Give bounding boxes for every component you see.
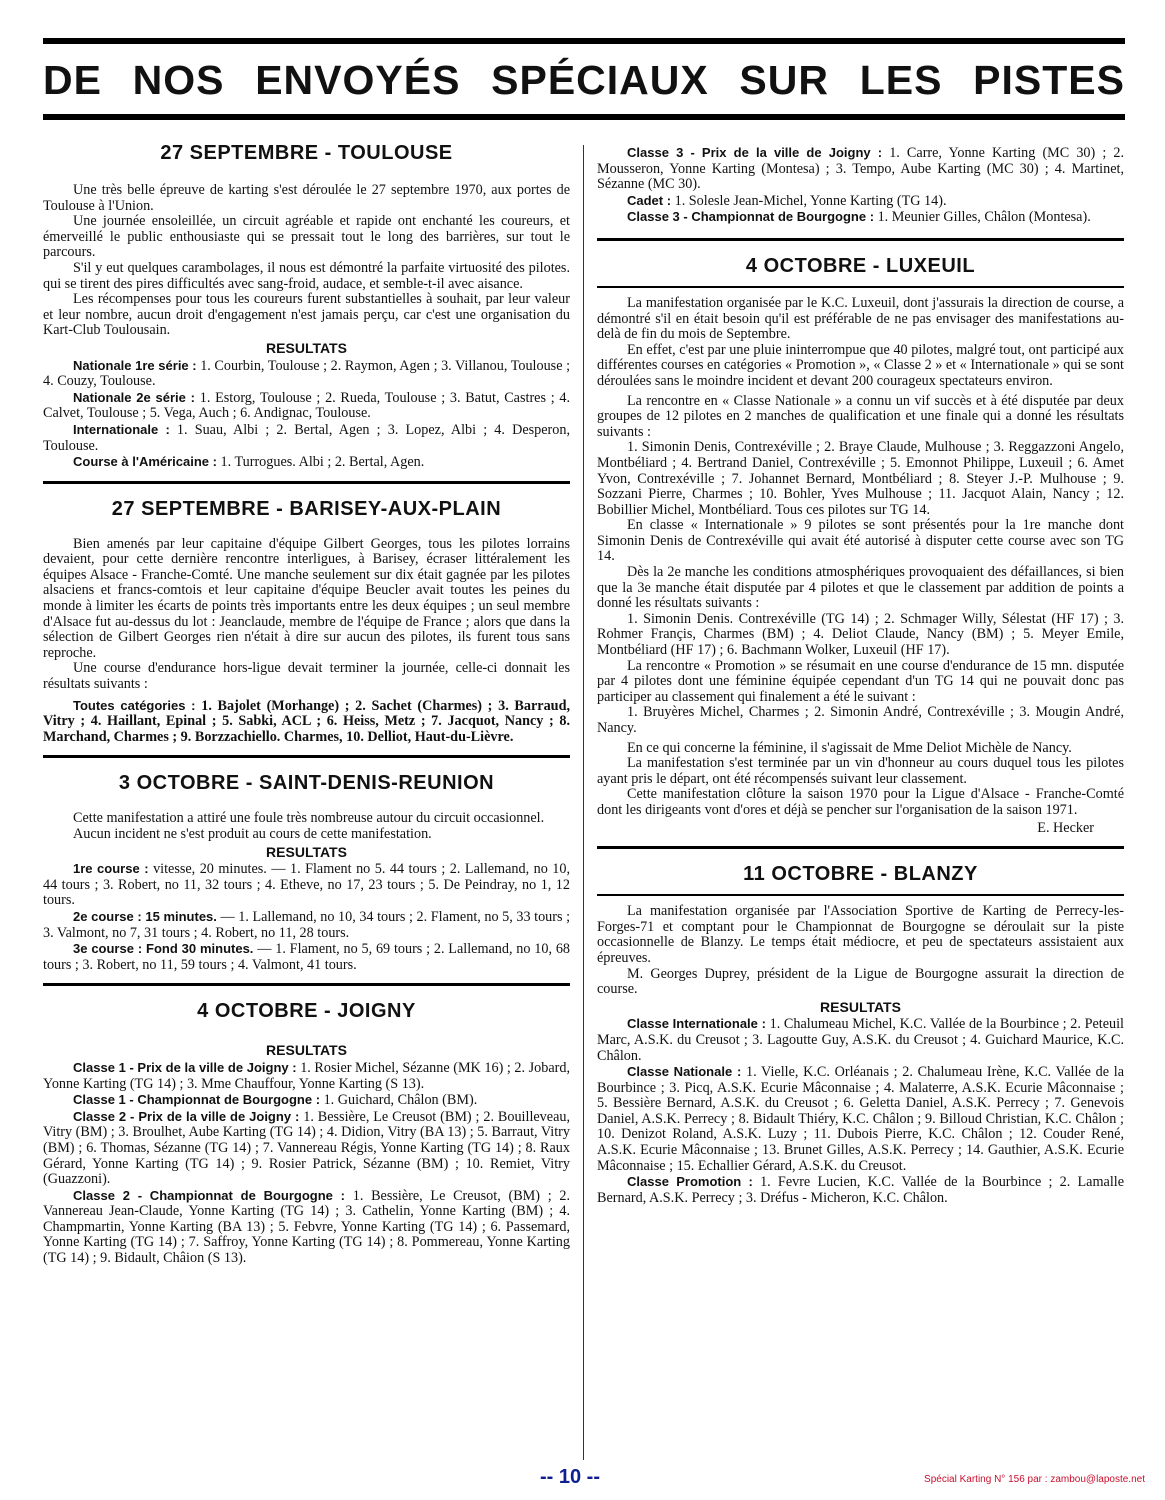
title-underline [597,286,1124,288]
paragraph: Une course d'endurance hors-ligue devait terminer la journée, celle-ci donnait les résultats suivants : [43,660,570,693]
result-text: 1. Chalumeau Michel, K.C. Vallée de la Bourbince ; 2. Peteuil Marc, A.S.K. du Creusot ; 3. Lagoutte Guy, A.S.K. du Creusot ; 4. Guichard Maurice, K.C. Châlon. [597,1016,1124,1064]
paragraph: La manifestation organisée par le K.C. Luxeuil, dont j'assurais la direction de course, a démontré s'il en était besoin qu'il est préférable de ne pas envisager des manifestations au-delà de fin du mois de Septembre. [597,294,1124,343]
result-entry [597,1174,1124,1206]
paragraph: 1. Simonin Denis. Contrexéville (TG 14) ; 2. Schmager Willy, Sélestat (HF 17) ; 3. Rohmer Françis, Charmes (BM) ; 4. Deliot Claude, Nancy (BM) ; 5. Meyer Emile, Montbéliard (HF 17) ; 6. Bachmann Wolker, Luxeuil (HF 17). [597,610,1124,659]
result-label: Classe 1 - Prix de la ville de Joigny : [73,1059,297,1075]
page-number: -- 10 -- [540,1466,600,1488]
paragraph: La rencontre en « Classe Nationale » a connu un vif succès et à été disputée par deux groupes de 12 pilotes en 2 manches de qualification et une finale qui a donné les résultats suivants : [597,392,1124,440]
results-heading: RESULTATS [266,843,347,860]
result-label: Classe 2 - Championnat de Bourgogne : [73,1187,346,1203]
paragraph: Aucun incident ne s'est produit au cours de cette manifestation. [73,826,432,842]
result-label: Classe 1 - Championnat de Bourgogne : [73,1092,321,1108]
result-entry [597,1064,1124,1174]
result-text: — 1. Lallemand, no 10, 34 tours ; 2. Flament, no 5, 33 tours ; 3. Valmont, no 7, 31 tours ; 4. Robert, no 11, 28 tours. [43,908,571,941]
results-heading: RESULTATS [266,339,347,356]
section-title: 4 OCTOBRE - JOIGNY [197,1000,416,1023]
left-column [43,128,570,1267]
result-text: — 1. Flament, no 5, 69 tours ; 2. Lallemand, no 10, 68 tours ; 3. Robert, no 11, 59 tours ; 4. Valmont, 41 tours. [43,941,571,973]
paragraph: Cette manifestation a attiré une foule très nombreuse autour du circuit occasionnel. [73,810,545,827]
paragraph: La rencontre « Promotion » se résumait en une course d'endurance de 15 mn. disputée par 4 pilotes dont une féminine équipée cependant d'un TG 14 qui ne pouvait donc pas participer au classement qui finalement a été le suivant : [597,657,1124,705]
result-text: 1. Meunier Gilles, Châlon (Montesa). [877,209,1091,226]
section-title: 27 SEPTEMBRE - BARISEY-AUX-PLAIN [111,497,502,520]
top-rule [43,38,1125,44]
page-banner [43,52,1125,108]
result-entry [597,145,1124,193]
paragraph: Bien amenés par leur capitaine d'équipe Gilbert Georges, tous les pilotes lorrains devaient, pour cette dernière rencontre interligues, à Barisey, écraser littéralement les équipes Alsace - Franche-Comté. Une manche seulement sur dix était gagnée par les pilotes alsaciens et francs-comtois et leur capitaine d'équipe Beucler avait toutes les peines du monde à limiter les écarts de points très importants entre les deux équipes ; un seul membre d'Alsace fut au-dessus du lot : Jeanclaude, membre de l'équipe de France ; alors que dans la sélection de Gilbert Georges rien n'était à dire sur aucun des pilotes, ils furent tous sans reproche. [43,535,570,661]
article-reunion [43,758,570,973]
article-barisey [43,484,570,746]
result-entry [43,422,570,454]
result-text: 1. Solesle Jean-Michel, Yonne Karting (TG 14). [674,192,947,209]
result-label: 1re course : [73,861,149,877]
paragraph: Cette manifestation clôture la saison 1970 pour la Ligue d'Alsace - Franche-Comté dont les dirigeants vont d'ores et déjà se pencher sur l'organisation de la saison 1971. [597,786,1124,818]
section-title: 3 OCTOBRE - SAINT-DENIS-REUNION [118,772,495,795]
result-text: 1. Bajolet (Morhange) ; 2. Sachet (Charmes) ; 3. Barraud, Vitry ; 4. Haillant, Epinal ; 5. Sabki, ACL ; 6. Heiss, Metz ; 7. Jacquot, Nancy ; 8. Marchand, Charmes ; 9. Borzzachiello. Charmes, 10. Delliot, Haut-du-Lièvre. [43,697,571,745]
result-entry [597,1016,1124,1064]
result-entry [43,390,570,422]
paragraph: 1. Simonin Denis, Contrexéville ; 2. Braye Claude, Mulhouse ; 3. Reggazzoni Angelo, Montbéliard ; 4. Bertrand Daniel, Contrexéville ; 5. Emonnot Philippe, Luxeuil ; 6. Amet Yvon, Contrexéville ; 7. Johannet Bernard, Montbéliard ; 8. Steyer J.-P. Mulhouse ; 9. Sozzani Pierre, Charmes ; 10. Bohler, Yves Mulhouse ; 11. Jacquot Alain, Nancy ; 12. Bobillier Michel, Montbéliard. Tous ces pilotes sur TG 14. [597,439,1124,518]
result-label: 2e course : 15 minutes. [73,908,217,924]
result-entry [43,1188,570,1267]
result-entry [43,1060,570,1092]
banner-word: NOS [132,56,225,103]
result-entry [43,698,570,746]
article-joigny [43,986,570,1266]
result-label: Internationale : [73,421,170,437]
section-title: 11 OCTOBRE - BLANZY [743,863,978,886]
result-text: 1. Rosier Michel, Sézanne (MK 16) ; 2. Jobard, Yonne Karting (TG 14) ; 3. Mme Chauffour, Yonne Karting (S 13). [43,1059,571,1092]
results-heading: RESULTATS [820,998,901,1015]
result-text: 1. Courbin, Toulouse ; 2. Raymon, Agen ; 3. Villanou, Toulouse ; 4. Couzy, Toulouse. [43,357,571,390]
banner-word: DE [43,56,102,103]
paragraph: Une journée ensoleillée, un circuit agréable et rapide ont enchanté les coureurs, et émerveillé le public enthousiaste qui se pressait tout le long des barrières, sur tout le parcours. [43,213,570,261]
result-label: Classe Nationale : [627,1064,742,1080]
banner-word: SUR [739,56,829,103]
result-entry [597,209,1124,226]
result-text: 1. Bessière, Le Creusot, (BM) ; 2. Vannereau Jean-Claude, Yonne Karting (TG 14) ; 3. Cathelin, Yonne Karting (BM) ; 4. Champmartin, Yonne Karting (BA 13) ; 5. Febvre, Yonne Karting (TG 14) ; 6. Passemard, Yonne Karting (TG 14) ; 7. Saffroy, Yonne Karting (TG 14) ; 8. Pommereau, Yonne Karting (TG 14) ; 9. Bidault, Châion (S 13). [43,1187,571,1267]
banner-word: SPÉCIAUX [491,56,709,103]
result-label: Classe Internationale : [627,1016,766,1032]
article-joigny-continued [597,145,1124,226]
title-underline [597,894,1124,896]
result-entry [43,1092,570,1109]
bottom-rule [43,114,1125,120]
results-heading: RESULTATS [266,1042,347,1059]
result-label: 3e course : Fond 30 minutes. [73,941,254,957]
paragraph: En ce qui concerne la féminine, il s'agissait de Mme Deliot Michèle de Nancy. [627,739,1072,756]
section-title: 27 SEPTEMBRE - TOULOUSE [160,142,453,164]
paragraph: La manifestation s'est terminée par un vin d'honneur au cours duquel tous les pilotes ayant pris le départ, ont été récompensés suivant leur classement. [597,755,1124,787]
result-entry [43,358,570,390]
result-text: 1. Fevre Lucien, K.C. Vallée de la Bourbince ; 2. Lamalle Bernard, A.S.K. Perrecy ; 3. Dréfus - Micheron, K.C. Châlon. [597,1174,1124,1206]
paragraph: En effet, c'est par une pluie ininterrompue que 40 pilotes, malgré tout, ont participé aux différentes courses en catégories « Promotion », « Classe 2 » et « Internationale » qui se sont déroulées sans le moindre incident et devant 200 courageux spectateurs environ. [597,341,1124,389]
result-entry [43,454,570,471]
result-label: Course à l'Américaine : [73,454,217,470]
banner-word: PISTES [973,56,1125,103]
result-text: 1. Carre, Yonne Karting (MC 30) ; 2. Mousseron, Yonne Karting (Montesa) ; 3. Tempo, Aube Karting (MC 30) ; 4. Martinet, Sézanne (MC 30). [597,145,1124,193]
result-label: Cadet : [627,192,672,208]
result-entry [43,1109,570,1188]
result-entry [43,941,570,973]
result-entry [43,861,570,909]
signature: E. Hecker [1037,819,1094,836]
paragraph: Les récompenses pour tous les coureurs furent substantielles à souhait, par leur valeur et leur nombre, aucun droit d'engagement n'est jamais perçu, car c'est une organisation du Kart-Club Toulousain. [43,291,570,339]
result-label: Classe 3 - Championnat de Bourgogne : [627,209,875,225]
result-text: 1. Turrogues. Albi ; 2. Bertal, Agen. [220,454,425,471]
paragraph: 1. Bruyères Michel, Charmes ; 2. Simonin André, Contrexéville ; 3. Mougin André, Nancy. [597,704,1124,736]
banner-word: LES [859,56,943,103]
article-blanzy [597,849,1124,1206]
paragraph: La manifestation organisée par l'Association Sportive de Karting de Perrecy-les-Forges-71 et comptant pour le Championnat de Bourgogne se déroulait sur la piste occasionnelle de Blanzy. Le temps était médiocre, et peu de spectateurs assistaient aux épreuves. [597,903,1124,966]
article-luxeuil [597,241,1124,836]
page-footer [0,1466,1165,1494]
section-title: 4 OCTOBRE - LUXEUIL [745,254,976,277]
result-label: Toutes catégories : [73,697,196,713]
paragraph: Une très belle épreuve de karting s'est déroulée le 27 septembre 1970, aux portes de Toulouse à l'Union. [43,182,570,214]
result-text: 1. Suau, Albi ; 2. Bertal, Agen ; 3. Lopez, Albi ; 4. Desperon, Toulouse. [43,421,570,454]
result-label: Classe 3 - Prix de la ville de Joigny : [627,145,883,160]
result-text: 1. Bessière, Le Creusot (BM) ; 2. Bouilleveau, Vitry (BM) ; 3. Broulhet, Aube Karting (TG 14) ; 4. Didion, Vitry (BA 13) ; 5. Barraut, Vitry (BM) ; 6. Thomas, Sézanne (TG 14) ; 7. Vannereau Régis, Yonne Karting (TG 14) ; 8. Raux Gérard, Yonne Karting (TG 14) ; 9. Rosier Patrick, Sézanne (BM) ; 10. Remiet, Vitry (Guazzoni). [43,1108,571,1188]
paragraph: Dès la 2e manche les conditions atmosphériques provoquaient des défaillances, si bien que la 3e manche était disputée par 4 pilotes et que le classement par addition de points a donné les résultats suivants : [597,564,1124,612]
paragraph: En classe « Internationale » 9 pilotes se sont présentés pour la 1re manche dont Simonin Denis de Contrexéville qui avait été autorisé à disputer cette course avec son TG 14. [597,517,1124,565]
result-label: Nationale 2e série : [73,389,196,405]
result-text: vitesse, 20 minutes. — 1. Flament no 5. 44 tours ; 2. Lallemand, no 10, 44 tours ; 3. Robert, no 11, 32 tours ; 4. Etheve, no 17, 23 tours ; 5. De Peindray, no 1, 12 tours. [43,861,571,909]
result-entry [597,193,1124,210]
banner-word: ENVOYÉS [255,56,461,103]
result-label: Classe 2 - Prix de la ville de Joigny : [73,1108,300,1124]
result-text: 1. Vielle, K.C. Orléanais ; 2. Chalumeau Irène, K.C. Vallée de la Bourbince ; 3. Picq, A.S.K. Ecurie Mâconnaise ; 4. Malaterre, A.S.K. Ecurie Mâconnaise ; 5. Bessière Bernard, A.S.K. du Creusot ; 6. Geletta Daniel, A.S.K. Perrecy ; 7. Genevois Daniel, A.S.K. Perrecy ; 8. Bidault Thiéry, K.C. Châlon ; 9. Billoud Christian, K.C. Châlon ; 10. Denizot Roland, A.S.K. Luzy ; 11. Dubois Pierre, K.C. Châlon ; 12. Couder René, A.S.K. Ecurie Mâconnaise ; 13. Brunet Gilles, A.S.K. Perrecy ; 14. Gauthier, A.S.K. Ecurie Mâconnaise ; 15. Echallier Gérard, A.S.K. du Creusot. [597,1064,1124,1174]
scan-credit: Spécial Karting N° 156 par : zambou@laposte.net [924,1474,1145,1485]
result-text: 1. Guichard, Châlon (BM). [323,1092,478,1109]
result-text: 1. Estorg, Toulouse ; 2. Rueda, Toulouse ; 3. Batut, Castres ; 4. Calvet, Toulouse ; 5. Vega, Auch ; 6. Andignac, Toulouse. [43,389,571,422]
paragraph: S'il y eut quelques carambolages, il nous est démontré la parfaite virtuosité des pilotes. qui se tirent des pires difficultés avec sang-froid, audace, et semble-t-il avec aisance. [43,259,570,292]
result-label: Nationale 1re série : [73,357,197,373]
paragraph: M. Georges Duprey, président de la Ligue de Bourgogne assurait la direction de course. [597,965,1124,998]
column-divider [583,145,584,1460]
article-toulouse [43,128,570,471]
result-entry [43,909,570,941]
result-label: Classe Promotion : [627,1174,753,1190]
right-column-content [597,145,1124,1206]
